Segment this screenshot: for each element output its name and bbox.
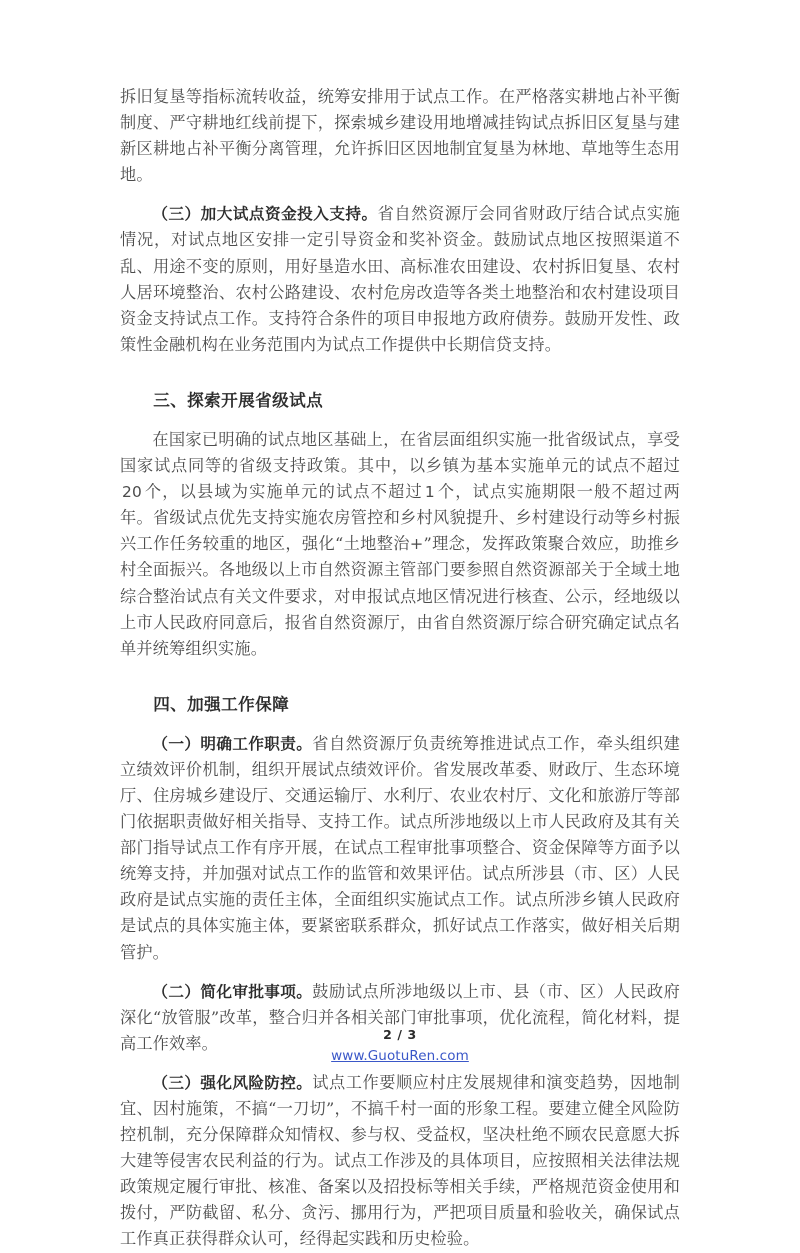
spacer [120, 966, 680, 979]
section-three-text-c: 个，试点实施期限一般不超过两年。省级试点优先支持实施农房管控和乡村风貌提升、乡村建设行动等乡村振兴工作任务较重的地区，强化“土地整治+”理念，发挥政策聚合效应，助推乡村全面振兴。各地级以上市自然资源主管部门要参照自然资源部关于全域土地综合整治试点有关文件要求，对申报试点地区情况进行核查、公示，经地级以上市人民政府同意后，报省自然资源厅，由省自然资源厅综合研究确定试点名单并统筹组织实施。 [120, 482, 680, 658]
footer-website-link[interactable]: www.GuotuRen.com [331, 1048, 469, 1064]
page-footer [0, 1026, 800, 1065]
spacer [120, 358, 680, 388]
section-three-text-a: 在国家已明确的试点地区基础上，在省层面组织实施一批省级试点，享受国家试点同等的省级支持政策。其中，以乡镇为基本实施单元的试点不超过 [120, 429, 680, 476]
section-three-text-b: 个，以县域为实施单元的试点不超过 [143, 482, 423, 502]
section-three-count-counties: 1 [424, 483, 435, 502]
paragraph-item-4-1-duties [120, 731, 680, 966]
spacer [120, 718, 680, 731]
item-label-one-duties: （一）明确工作职责。 [152, 734, 313, 753]
item-label-two-approval: （二）简化审批事项。 [152, 982, 313, 1001]
section-three-count-townships: 20 [122, 483, 142, 502]
section-heading-four: 四、加强工作保障 [153, 694, 290, 714]
spacer [120, 662, 680, 692]
section-heading-three: 三、探索开展省级试点 [153, 390, 324, 410]
item-body-one-duties: 省自然资源厅负责统筹推进试点工作，牵头组织建立绩效评价机制，组织开展试点绩效评价。省发展改革委、财政厅、生态环境厅、住房城乡建设厅、交通运输厅、水利厅、农业农村厅、文化和旅游厅等部门依据职责做好相关指导、支持工作。试点所涉地级以上市人民政府及其有关部门指导试点工作有序开展，在试点工程审批事项整合、资金保障等方面予以统筹支持，并加强对试点工作的监管和效果评估。试点所涉县（市、区）人民政府是试点实施的责任主体，全面组织实施试点工作。试点所涉乡镇人民政府是试点的具体实施主体，要紧密联系群众，抓好试点工作落实，做好相关后期管护。 [120, 733, 680, 962]
item-body-two-approval: 鼓励试点所涉地级以上市、县（市、区）人民政府深化“放管服”改革，整合归并各相关部门审批事项，优化流程，简化材料，提高工作效率。 [120, 981, 680, 1053]
item-label-three-funding: （三）加大试点资金投入支持。 [152, 205, 378, 224]
item-label-three-risk: （三）强化风险防控。 [152, 1073, 313, 1092]
paragraph-section-three-body [120, 427, 680, 662]
paragraph-item-3-funding [120, 201, 680, 358]
page-number: 2 / 3 [383, 1027, 417, 1042]
spacer [120, 414, 680, 427]
paragraph-item-4-3-risk [120, 1070, 680, 1253]
paragraph-continuation: 拆旧复垦等指标流转收益，统筹安排用于试点工作。在严格落实耕地占补平衡制度、严守耕地红线前提下，探索城乡建设用地增减挂钩试点拆旧区复垦与建新区耕地占补平衡分离管理，允许拆旧区因地制宜复垦为林地、草地等生态用地。 [120, 87, 680, 185]
item-body-three-risk: 试点工作要顺应村庄发展规律和演变趋势，因地制宜、因村施策，不搞“一刀切”，不搞千村一面的形象工程。要建立健全风险防控机制，充分保障群众知情权、参与权、受益权，坚决杜绝不顾农民意愿大拆大建等侵害农民利益的行为。试点工作涉及的具体项目，应按照相关法律法规政策规定履行审批、核准、备案以及招投标等相关手续，严格规范资金使用和拨付，严防截留、私分、贪污、挪用行为，严把项目质量和验收关，确保试点工作真正获得群众认可，经得起实践和历史检验。 [120, 1072, 680, 1249]
item-body-three-funding: 省自然资源厅会同省财政厅结合试点实施情况，对试点地区安排一定引导资金和奖补资金。鼓励试点地区按照渠道不乱、用途不变的原则，用好垦造水田、高标准农田建设、农村拆旧复垦、农村人居环境整治、农村公路建设、农村危房改造等各类土地整治和农村建设项目资金支持试点工作。支持符合条件的项目申报地方政府债券。鼓励开发性、政策性金融机构在业务范围内为试点工作提供中长期信贷支持。 [120, 204, 680, 354]
document-body [120, 84, 680, 1253]
spacer [120, 188, 680, 201]
